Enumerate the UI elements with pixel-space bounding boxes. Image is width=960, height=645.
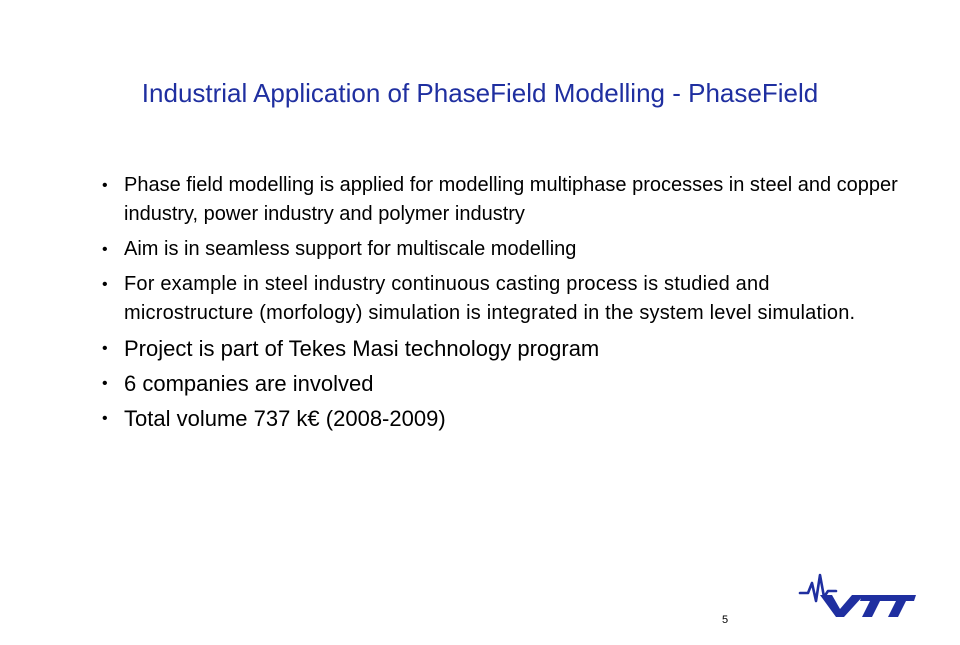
bullet-icon: • — [102, 276, 108, 293]
slide-title: Industrial Application of PhaseField Modelling - PhaseField — [141, 78, 819, 108]
logo-letter-t2 — [886, 595, 916, 617]
bullet-icon: • — [102, 241, 108, 258]
bullet-icon: • — [102, 410, 108, 427]
bullet-item — [98, 369, 898, 398]
bullet-icon: • — [102, 375, 108, 392]
logo-letter-v — [820, 595, 864, 617]
bullet-list — [98, 171, 898, 439]
bullet-text: Total volume 737 k€ (2008-2009) — [124, 406, 446, 431]
bullet-text: 6 companies are involved — [124, 371, 374, 396]
vtt-logo — [798, 571, 918, 621]
bullet-item — [98, 235, 898, 264]
bullet-icon: • — [102, 340, 108, 357]
bullet-item — [98, 334, 898, 363]
bullet-text: Aim is in seamless support for multiscale modelling — [124, 238, 577, 260]
bullet-item — [98, 171, 898, 229]
bullet-icon: • — [102, 177, 108, 194]
bullet-item — [98, 404, 898, 433]
bullet-text: Phase field modelling is applied for modelling multiphase processes in steel and copper industry, power industry and polymer industry — [124, 174, 898, 225]
bullet-item — [98, 270, 898, 328]
page-number: 5 — [722, 614, 729, 626]
logo-letter-t1 — [860, 595, 890, 617]
bullet-text: Project is part of Tekes Masi technology program — [124, 336, 600, 361]
bullet-text: For example in steel industry continuous casting process is studied and microstructure (morfology) simulation is integrated in the system level simulation. — [124, 273, 856, 324]
